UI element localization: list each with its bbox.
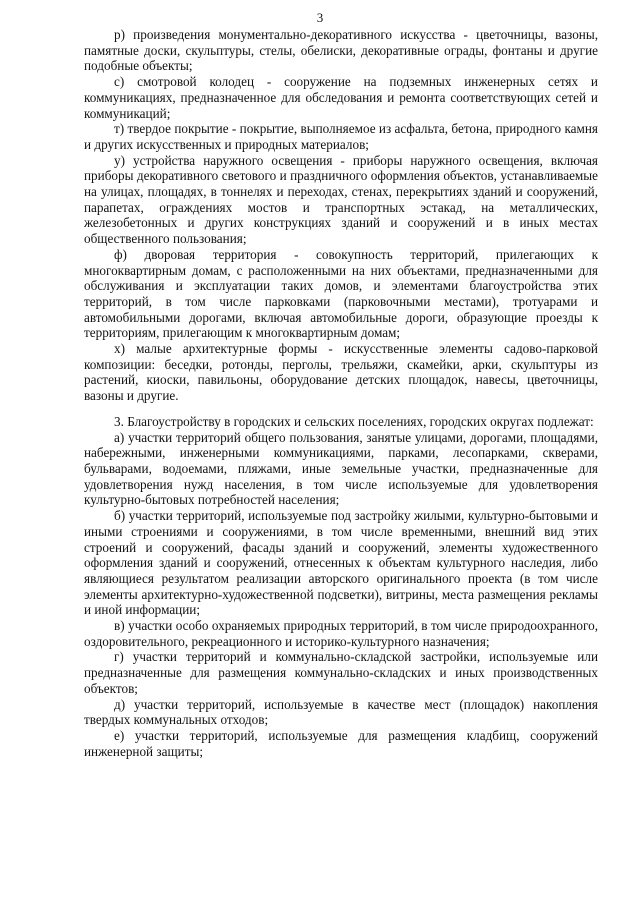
section-3-heading: 3. Благоустройству в городских и сельских поселениях, городских округах подлежат: (114, 413, 594, 429)
page-number: 3 (316, 10, 324, 25)
list-item-e: е) участки территорий, используемые для размещения кладбищ, сооружений инженерной защиты; (84, 727, 598, 759)
definition-t: т) твердое покрытие - покрытие, выполняемое из асфальта, бетона, природного камня и других искусственных и природных материалов; (84, 121, 598, 152)
list-item-g: г) участки территорий и коммунально-складской застройки, используемые или предназначенные для размещения коммунально-складских и иных производственных объектов; (84, 649, 598, 696)
definition-f: ф) дворовая территория - совокупность территорий, прилегающих к многоквартирным домам, с расположенными на них объектами, предназначенными для обслуживания и эксплуатации таких домов, и элементами благоустройства этих территорий, в том числе парковками (парковочными местами), тротуарами и автомобильными дорогами, включая автомобильные дороги, образующие проезды к территориям, прилегающим к многоквартирным домам; (84, 246, 598, 341)
definition-kh: х) малые архитектурные формы - искусственные элементы садово-парковой композиции: беседки, ротонды, перголы, трельяжи, скамейки, арки, скульптуры из растений, киоски, павильоны, оборудование детских площадок, навесы, цветочницы, вазоны и другие. (84, 341, 598, 404)
definition-r: р) произведения монументально-декоративного искусства - цветочницы, вазоны, памятные доски, скульптуры, стелы, обелиски, декоративные ограды, фонтаны и другие подобные объекты; (84, 27, 598, 74)
definition-u: у) устройства наружного освещения - приборы наружного освещения, включая приборы декоративного светового и праздничного оформления объектов, устанавливаемые на улицах, площадях, в тоннелях и переходах, стенах, перекрытиях зданий и сооружений, парапетах, ограждениях мостов и транспортных эстакад, на металлических, железобетонных и других конструкциях зданий и сооружений и в иных местах общественного пользования; (84, 152, 598, 247)
list-item-a: а) участки территорий общего пользования, занятые улицами, дорогами, площадями, набережными, инженерными коммуникациями, парками, лесопарками, скверами, бульварами, водоемами, пляжами, иные земельные участки, предназначенные для удовлетворения нужд населения, в том числе используемые для удовлетворения культурно-бытовых потребностей населения; (84, 429, 598, 508)
definition-s: с) смотровой колодец - сооружение на подземных инженерных сетях и коммуникациях, предназначенное для обследования и ремонта соответствующих сетей и коммуникаций; (84, 74, 598, 121)
list-item-b: б) участки территорий, используемые под застройку жилыми, культурно-бытовыми и иными строениями и сооружениями, в том числе временными, внешний вид этих строений и сооружений, фасады зданий и сооружений, элементы художественного оформления зданий и сооружений, отнесенных к объектам культурного наследия, либо являющиеся результатом реализации авторского оригинального проекта (в том числе элементы архитектурно-художественной подсветки), витрины, места размещения рекламы и иной информации; (84, 508, 598, 618)
list-item-d: д) участки территорий, используемые в качестве мест (площадок) накопления твердых коммунальных отходов; (84, 696, 598, 728)
document-body (84, 27, 598, 759)
list-item-v: в) участки особо охраняемых природных территорий, в том числе природоохранного, оздоровительного, рекреационного и историко-культурного назначения; (84, 618, 598, 649)
